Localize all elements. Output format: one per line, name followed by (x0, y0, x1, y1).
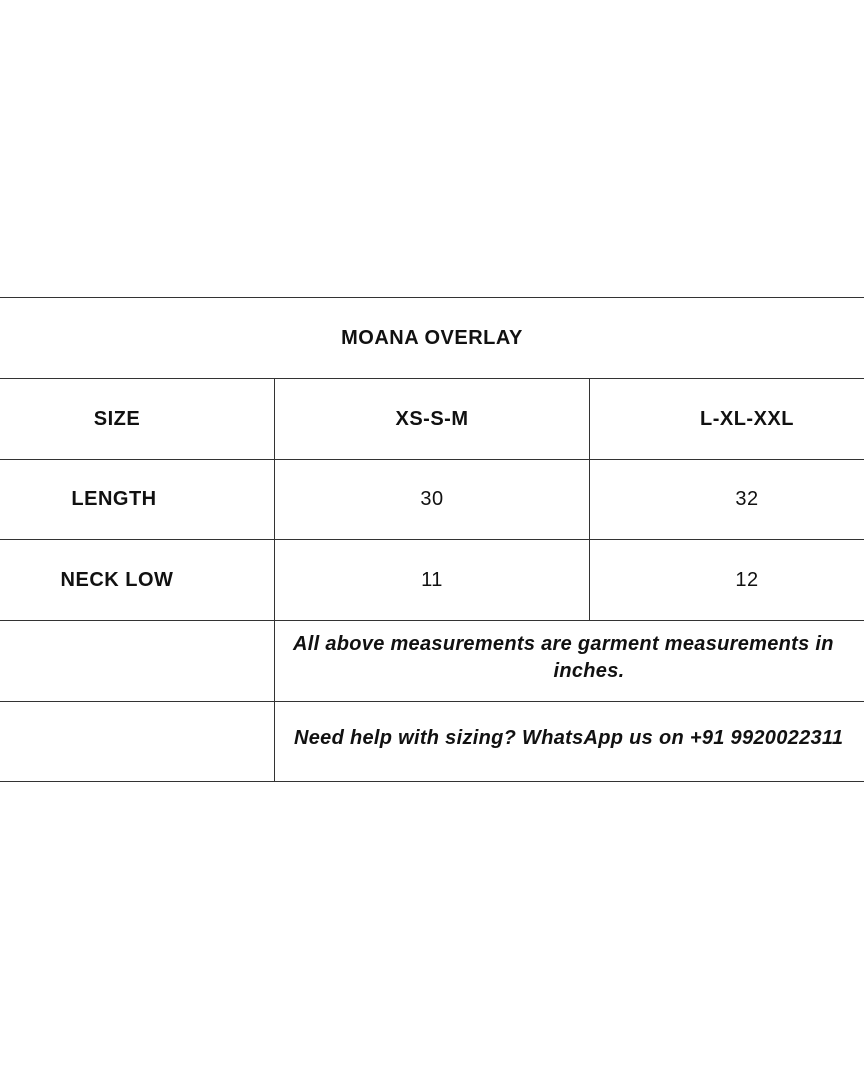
table-border-bottom (0, 781, 864, 782)
header-size-xs-s-m: XS-S-M (395, 407, 469, 430)
length-l-xl-xxl-value: 32 (735, 488, 759, 510)
sizing-help-note: Need help with sizing? WhatsApp us on +91 9920022311 (294, 727, 844, 749)
header-size-label: SIZE (93, 407, 141, 430)
table-divider (0, 701, 864, 702)
measurement-note-line1: All above measurements are garment measurements in (293, 633, 834, 655)
neck-low-l-xl-xxl-value: 12 (735, 568, 759, 591)
measurement-note-line2: inches. (553, 660, 625, 682)
row-label-neck-low: NECK LOW (60, 568, 174, 591)
neck-low-xs-s-m-value: 11 (421, 568, 443, 591)
length-xs-s-m-value: 30 (420, 488, 444, 510)
table-divider (0, 620, 864, 621)
header-size-l-xl-xxl: L-XL-XXL (700, 407, 794, 430)
table-title: MOANA OVERLAY (341, 326, 523, 349)
row-label-length: LENGTH (71, 488, 157, 510)
